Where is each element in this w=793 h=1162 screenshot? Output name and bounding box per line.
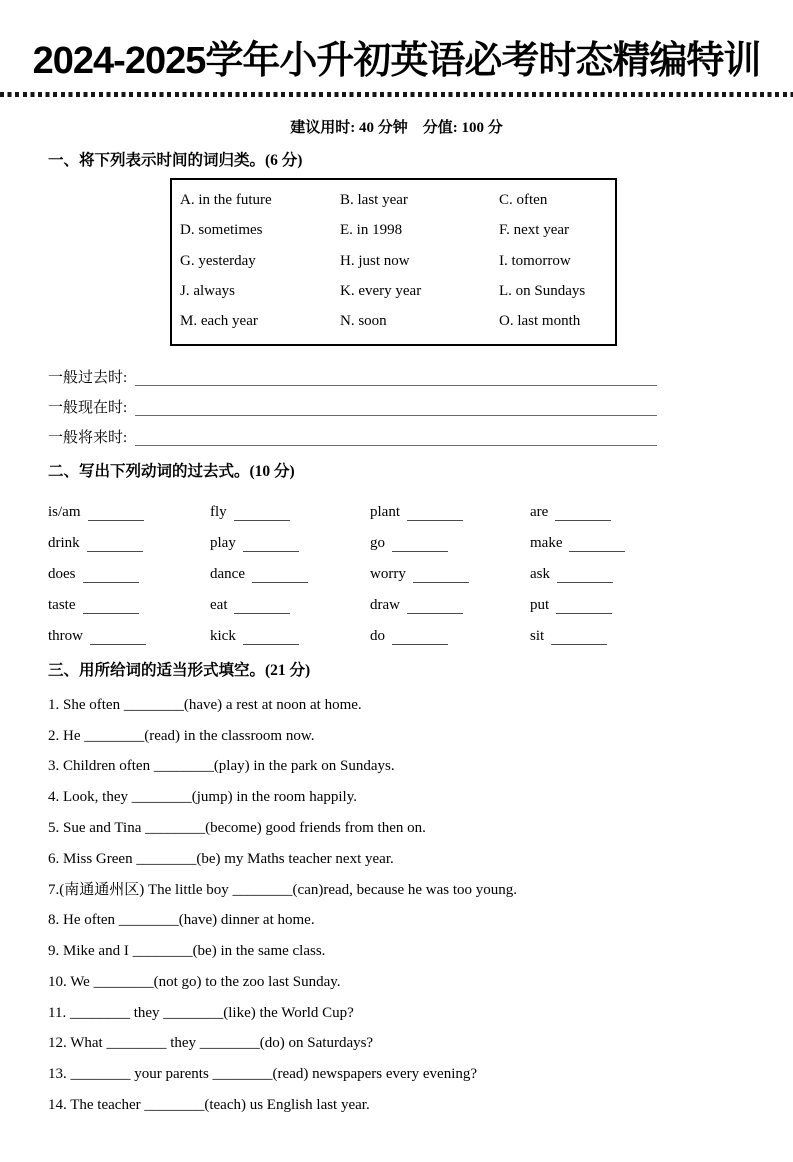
verb-blank	[551, 644, 607, 645]
verb-label: play	[210, 534, 236, 551]
verb-cell	[210, 585, 370, 616]
time-word-option: E. in 1998	[340, 222, 403, 239]
question-item: 11. ________ they ________(like) the World Cup?	[48, 1004, 354, 1021]
verb-cell	[530, 554, 793, 585]
tense-blank-row	[48, 388, 793, 418]
verb-cell	[530, 585, 793, 616]
question-item: 9. Mike and I ________(be) in the same class.	[48, 943, 326, 960]
verb-blank	[413, 582, 469, 583]
verb-label: sit	[530, 627, 545, 644]
verb-label: make	[530, 534, 563, 551]
time-words-row	[180, 185, 615, 215]
verb-cell	[530, 616, 793, 647]
time-word-option: C. often	[499, 191, 548, 208]
question-item: 8. He often ________(have) dinner at home.	[48, 912, 315, 929]
exam-meta: 建议用时: 40 分钟 分值: 100 分	[290, 119, 503, 136]
verb-blank	[569, 551, 625, 552]
verb-cell	[210, 616, 370, 647]
time-word-option: B. last year	[340, 191, 408, 208]
verb-blank	[407, 520, 463, 521]
tense-blank-line	[135, 445, 657, 446]
time-word-option: G. yesterday	[180, 252, 256, 269]
question-list	[0, 690, 793, 1121]
tense-blank-label: 一般现在时:	[48, 399, 128, 416]
question-item: 2. He ________(read) in the classroom now.	[48, 727, 315, 744]
time-word-option: M. each year	[180, 313, 258, 330]
time-word-option: K. every year	[340, 282, 422, 299]
verb-cell	[370, 523, 530, 554]
question-item: 1. She often ________(have) a rest at noon at home.	[48, 696, 362, 713]
verb-label: kick	[210, 627, 236, 644]
verb-label: fly	[210, 503, 227, 520]
tense-classify-area	[0, 358, 793, 448]
time-word-option: A. in the future	[180, 191, 272, 208]
verb-blank	[243, 551, 299, 552]
question-item: 12. What ________ they ________(do) on Saturdays?	[48, 1035, 374, 1052]
time-word-option: H. just now	[340, 252, 410, 269]
time-words-row	[180, 215, 615, 245]
verb-cell	[48, 523, 210, 554]
verb-cell	[370, 492, 530, 523]
verb-label: draw	[370, 596, 400, 613]
time-words-row	[180, 306, 615, 336]
time-word-option: I. tomorrow	[499, 252, 571, 269]
verb-blank	[556, 613, 612, 614]
verb-label: drink	[48, 534, 80, 551]
verb-blank	[557, 582, 613, 583]
time-word-option: N. soon	[340, 313, 387, 330]
tense-blank-row	[48, 358, 793, 388]
verb-label: eat	[210, 596, 228, 613]
verb-blank	[555, 520, 611, 521]
verb-label: are	[530, 503, 549, 520]
page-title: 2024-2025学年小升初英语必考时态精编特训	[32, 40, 761, 82]
verb-blank	[243, 644, 299, 645]
tense-blank-label: 一般将来时:	[48, 429, 128, 446]
verb-label: is/am	[48, 503, 81, 520]
worksheet-page	[0, 40, 793, 1162]
verb-cell	[48, 585, 210, 616]
time-word-option: D. sometimes	[180, 222, 263, 239]
section-one-heading: 一、将下列表示时间的词归类。(6 分)	[48, 151, 303, 169]
verb-blank	[83, 582, 139, 583]
time-word-option: L. on Sundays	[499, 282, 586, 299]
verb-cell	[48, 492, 210, 523]
verb-cell	[210, 523, 370, 554]
verb-grid	[48, 492, 793, 647]
verb-blank	[392, 644, 448, 645]
verb-blank	[83, 613, 139, 614]
verb-cell	[48, 616, 210, 647]
time-words-row	[180, 276, 615, 306]
verb-label: go	[370, 534, 385, 551]
verb-label: throw	[48, 627, 83, 644]
section-three-heading: 三、用所给词的适当形式填空。(21 分)	[48, 661, 311, 679]
verb-cell	[210, 492, 370, 523]
question-item: 7.(南通通州区) The little boy ________(can)read, because he was too young.	[48, 881, 518, 898]
verb-blank	[87, 551, 143, 552]
tense-blank-line	[135, 415, 657, 416]
question-item: 6. Miss Green ________(be) my Maths teacher next year.	[48, 850, 394, 867]
question-item: 13. ________ your parents ________(read) newspapers every evening?	[48, 1066, 478, 1083]
verb-blank	[234, 613, 290, 614]
verb-label: put	[530, 596, 550, 613]
time-words-row	[180, 246, 615, 276]
verb-label: worry	[370, 565, 406, 582]
tense-blank-line	[135, 385, 657, 386]
verb-blank	[88, 520, 144, 521]
question-item: 5. Sue and Tina ________(become) good friends from then on.	[48, 819, 426, 836]
question-item: 14. The teacher ________(teach) us English last year.	[48, 1097, 370, 1114]
verb-blank	[252, 582, 308, 583]
verb-cell	[210, 554, 370, 585]
verb-cell	[48, 554, 210, 585]
time-words-box	[170, 178, 617, 346]
verb-cell	[370, 585, 530, 616]
time-word-option: J. always	[180, 282, 235, 299]
verb-blank	[234, 520, 290, 521]
tense-blank-row	[48, 418, 793, 448]
verb-label: plant	[370, 503, 400, 520]
question-item: 4. Look, they ________(jump) in the room happily.	[48, 789, 357, 806]
verb-cell	[370, 554, 530, 585]
section-two-heading: 二、写出下列动词的过去式。(10 分)	[48, 462, 295, 480]
verb-label: do	[370, 627, 385, 644]
verb-cell	[530, 492, 793, 523]
verb-blank	[407, 613, 463, 614]
time-word-option: O. last month	[499, 313, 581, 330]
verb-cell	[370, 616, 530, 647]
verb-label: taste	[48, 596, 76, 613]
verb-cell	[530, 523, 793, 554]
question-item: 3. Children often ________(play) in the park on Sundays.	[48, 758, 395, 775]
time-word-option: F. next year	[499, 222, 570, 239]
verb-label: does	[48, 565, 76, 582]
verb-label: ask	[530, 565, 550, 582]
question-item: 10. We ________(not go) to the zoo last Sunday.	[48, 973, 341, 990]
verb-label: dance	[210, 565, 245, 582]
tense-blank-label: 一般过去时:	[48, 369, 128, 386]
dotted-divider	[0, 92, 793, 97]
verb-blank	[90, 644, 146, 645]
verb-blank	[392, 551, 448, 552]
